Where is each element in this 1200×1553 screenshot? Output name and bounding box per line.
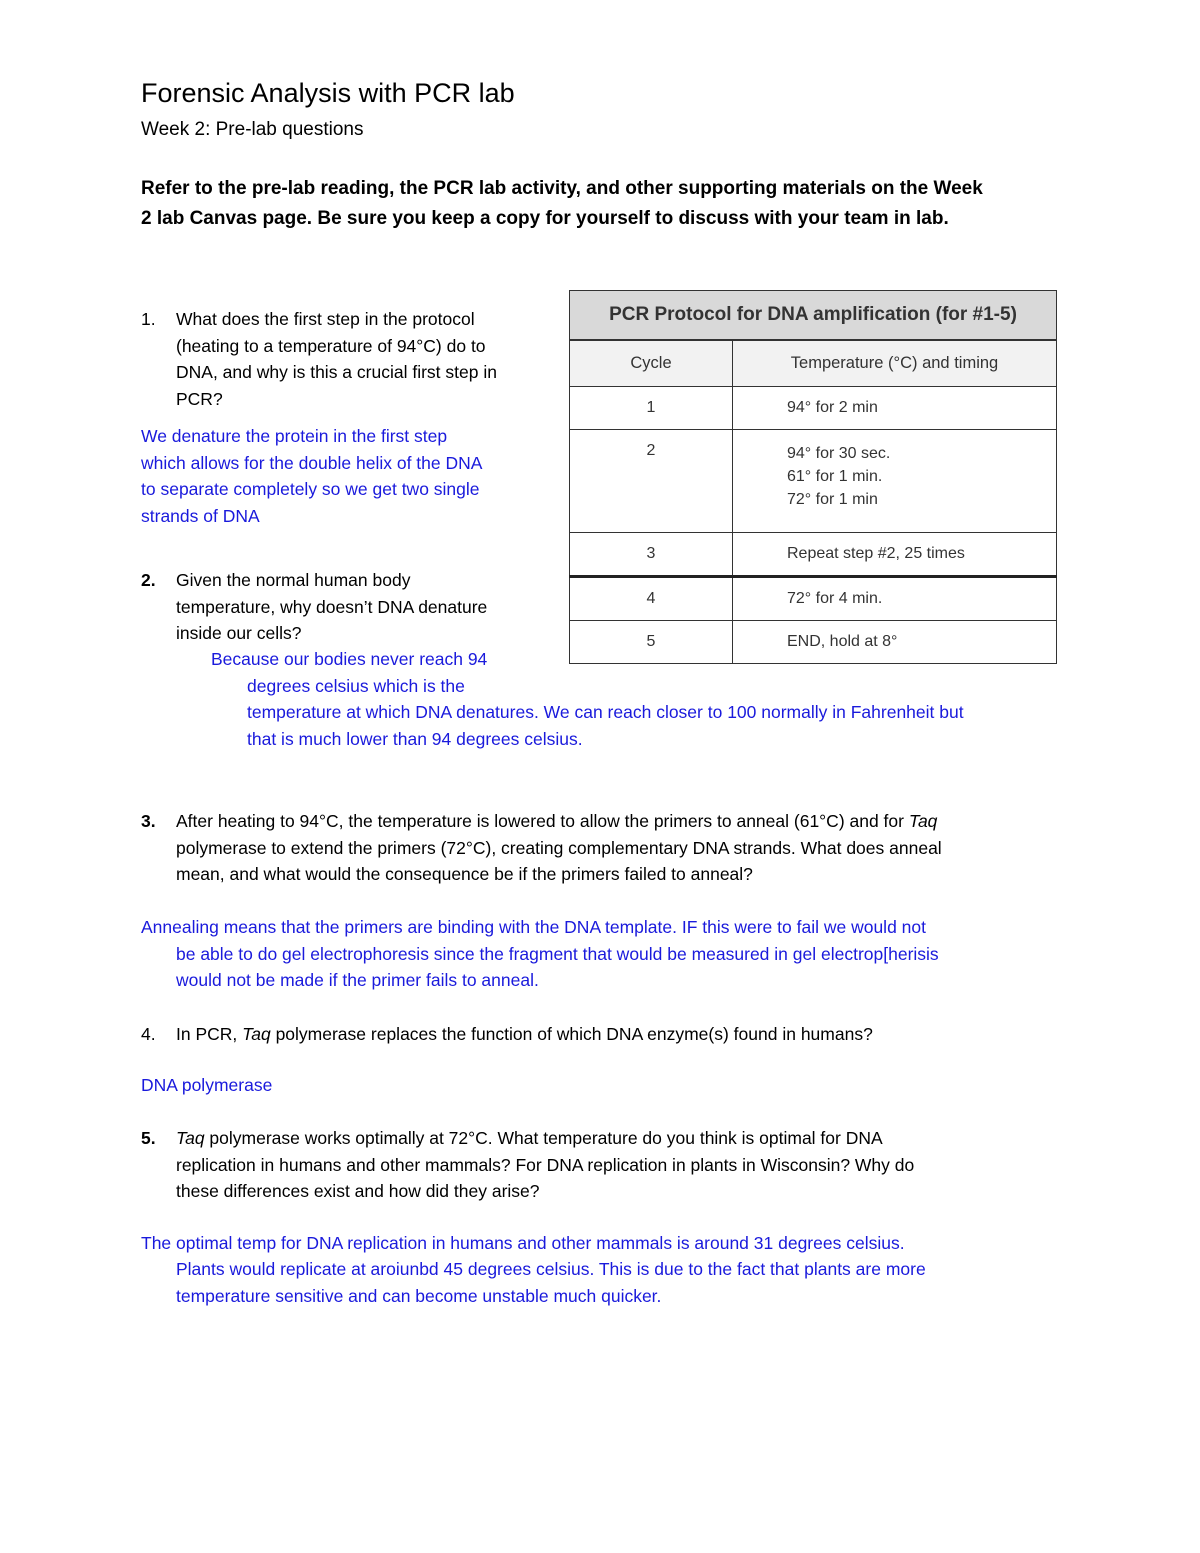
question-line: (heating to a temperature of 94°C) do to: [176, 335, 486, 356]
taq-term: Taq: [176, 1128, 205, 1148]
timing-cell: Repeat step #2, 25 times: [733, 533, 1057, 577]
question-2: [176, 567, 487, 647]
question-5: [176, 1125, 914, 1205]
question-line: Given the normal human body: [176, 570, 411, 590]
timing-line: 61° for 1 min.: [787, 468, 883, 485]
cycle-cell: 4: [570, 577, 733, 621]
cycle-cell: 5: [570, 621, 733, 664]
page-title: Forensic Analysis with PCR lab: [141, 78, 515, 108]
column-header-temperature: Temperature (°C) and timing: [733, 340, 1057, 387]
question-number: 1.: [141, 309, 156, 329]
table-row: [570, 621, 1057, 664]
timing-cell: 94° for 2 min: [733, 387, 1057, 430]
question-text: polymerase works optimally at 72°C. What temperature do you think is optimal for DNA: [204, 1128, 883, 1148]
question-line: What does the first step in the protocol: [176, 309, 475, 329]
answer-line: strands of DNA: [141, 505, 260, 526]
table-row: [570, 430, 1057, 533]
answer-line: which allows for the double helix of the DNA: [141, 452, 483, 473]
question-4: [176, 1021, 873, 1048]
question-text: In PCR,: [176, 1024, 243, 1044]
taq-term: Taq: [908, 811, 938, 831]
question-line: PCR?: [176, 388, 223, 409]
question-line: [176, 1125, 914, 1152]
answer-4: DNA polymerase: [141, 1075, 273, 1095]
table-row: [570, 533, 1057, 577]
timing-line: 72° for 1 min: [787, 491, 878, 508]
question-text: polymerase replaces the function of which DNA enzyme(s) found in humans?: [270, 1024, 873, 1044]
instructions-line: Refer to the pre-lab reading, the PCR lab activity, and other supporting materials on the Week: [141, 178, 983, 199]
answer-line: to separate completely so we get two single: [141, 479, 480, 499]
answer-line: be able to do gel electrophoresis since the fragment that would be measured in gel electrop[herisis: [176, 944, 939, 964]
question-line: mean, and what would the consequence be if the primers failed to anneal?: [176, 864, 753, 884]
answer-line: Because our bodies never reach 94: [211, 649, 488, 669]
question-text: After heating to 94°C, the temperature is lowered to allow the primers to anneal (61°C) and for: [176, 811, 909, 831]
pcr-protocol-table: [569, 290, 1057, 664]
table-row: [570, 577, 1057, 621]
question-line: inside our cells?: [176, 623, 302, 643]
answer-line: temperature sensitive and can become unstable much quicker.: [176, 1286, 662, 1306]
question-line: [176, 808, 942, 835]
instructions-line: 2 lab Canvas page. Be sure you keep a copy for yourself to discuss with your team in lab.: [141, 208, 949, 229]
question-line: replication in humans and other mammals? For DNA replication in plants in Wisconsin? Why do: [176, 1154, 915, 1175]
cycle-cell: 1: [570, 387, 733, 430]
cycle-cell: 2: [570, 430, 733, 533]
question-number: 2.: [141, 570, 156, 590]
timing-line: 94° for 30 sec.: [787, 445, 891, 462]
column-header-cycle: Cycle: [570, 340, 733, 387]
question-line: DNA, and why is this a crucial first step in: [176, 362, 497, 382]
timing-cell: [733, 430, 1057, 533]
question-number: 3.: [141, 811, 156, 831]
question-number: 4.: [141, 1024, 156, 1044]
question-line: polymerase to extend the primers (72°C), creating complementary DNA strands. What does anneal: [176, 837, 942, 858]
cycle-cell: 3: [570, 533, 733, 577]
instructions: [141, 174, 1071, 234]
answer-line: The optimal temp for DNA replication in humans and other mammals is around 31 degrees celsius.: [141, 1233, 905, 1253]
answer-line: Plants would replicate at aroiunbd 45 degrees celsius. This is due to the fact that plants are more: [176, 1259, 926, 1279]
answer-line: degrees celsius which is the: [247, 676, 465, 696]
question-line: these differences exist and how did they arise?: [176, 1181, 540, 1201]
answer-line: We denature the protein in the first step: [141, 426, 448, 446]
timing-cell: 72° for 4 min.: [733, 577, 1057, 621]
question-number: 5.: [141, 1128, 156, 1148]
question-line: temperature, why doesn’t DNA denature: [176, 596, 488, 617]
answer-line: would not be made if the primer fails to anneal.: [176, 970, 539, 990]
question-3: [176, 808, 942, 888]
question-1: [176, 306, 497, 412]
answer-line: Annealing means that the primers are binding with the DNA template. IF this were to fail we would not: [141, 917, 926, 937]
table-title: PCR Protocol for DNA amplification (for #1-5): [570, 291, 1057, 341]
answer-line: that is much lower than 94 degrees celsius.: [247, 729, 583, 749]
timing-cell: END, hold at 8°: [733, 621, 1057, 664]
table-row: [570, 387, 1057, 430]
taq-term: Taq: [242, 1024, 271, 1044]
page-subtitle: Week 2: Pre-lab questions: [141, 119, 364, 140]
answer-line: temperature at which DNA denatures. We can reach closer to 100 normally in Fahrenheit but: [247, 702, 964, 722]
answer-1: [141, 423, 482, 529]
